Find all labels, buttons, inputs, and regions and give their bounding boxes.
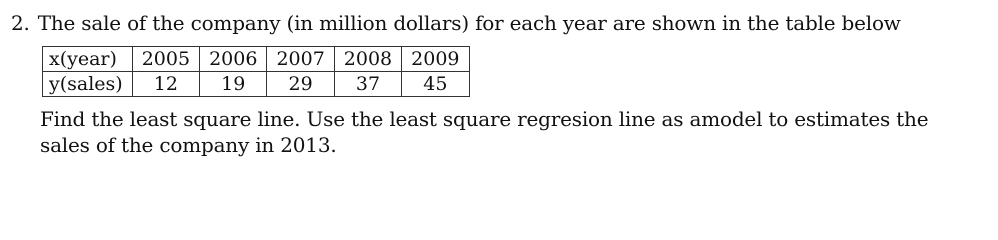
table-cell: 12 [132, 72, 199, 97]
table-row-year [43, 47, 470, 72]
question-text: Find the least square line. Use the least square regresion line as amodel to estimates the sales of the company in 2013. [40, 107, 929, 157]
table-cell: 29 [267, 72, 334, 97]
table-cell: 2009 [402, 47, 469, 72]
table-cell: 2008 [334, 47, 401, 72]
row-header-year: x(year) [43, 47, 133, 72]
sales-table [42, 46, 470, 97]
problem-number: 2. [11, 11, 30, 35]
table-row-sales [43, 72, 470, 97]
table-cell: 2007 [267, 47, 334, 72]
problem-statement [11, 8, 901, 38]
table-cell: 2005 [132, 47, 199, 72]
problem-text: The sale of the company (in million dollars) for each year are shown in the table below [37, 11, 901, 35]
table-cell: 2006 [200, 47, 267, 72]
table-cell: 37 [334, 72, 401, 97]
table-cell: 45 [402, 72, 469, 97]
table-cell: 19 [200, 72, 267, 97]
row-header-sales: y(sales) [43, 72, 133, 97]
